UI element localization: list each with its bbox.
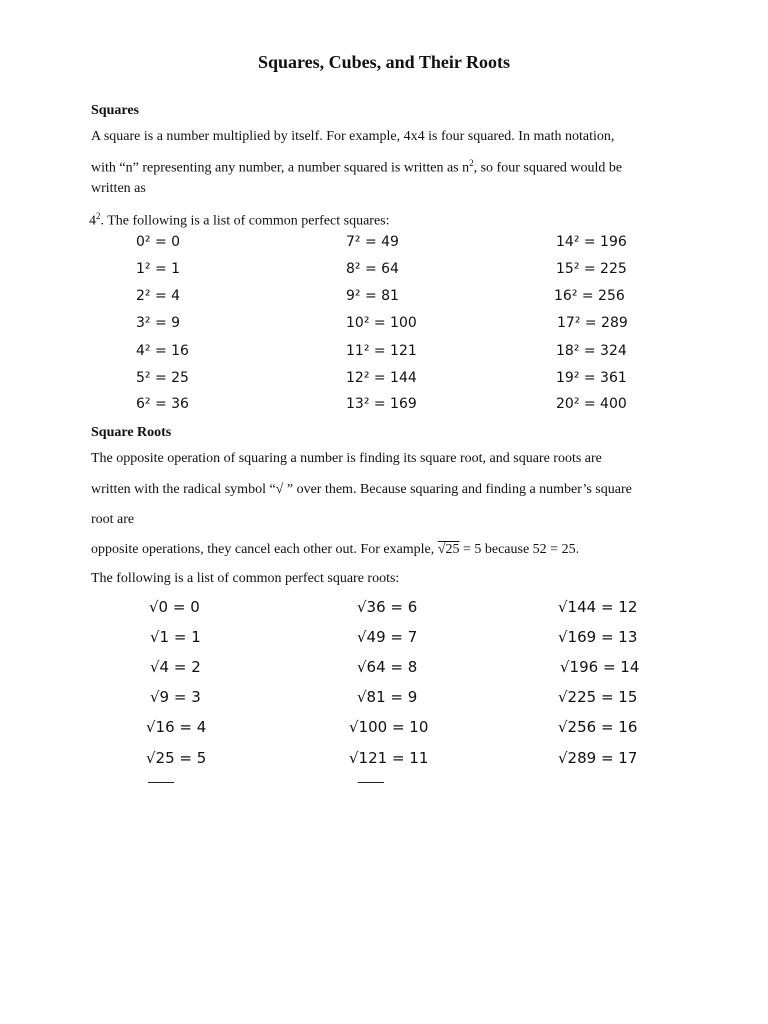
roots-paragraph-line-2: written with the radical symbol “√ ” over them. Because squaring and finding a number’s square xyxy=(91,482,632,497)
root-item: √64 = 8 xyxy=(357,658,418,676)
square-item: 10² = 100 xyxy=(346,315,417,331)
square-item: 5² = 25 xyxy=(136,370,189,386)
roots-paragraph-line-3: root are xyxy=(91,512,135,527)
square-item: 0² = 0 xyxy=(136,234,181,250)
roots-paragraph-line-4 xyxy=(91,537,579,563)
square-item: 16² = 256 xyxy=(554,288,625,304)
square-item: 3² = 9 xyxy=(136,315,181,331)
root-item: √169 = 13 xyxy=(558,628,638,646)
root-item: √4 = 2 xyxy=(150,658,201,676)
squares-paragraph-line-4 xyxy=(89,203,390,235)
root-item: √16 = 4 xyxy=(146,718,207,736)
root-item: √9 = 3 xyxy=(150,688,201,706)
root-item: √36 = 6 xyxy=(357,598,418,616)
square-item: 9² = 81 xyxy=(346,288,399,304)
squares-line-4-base: 4 xyxy=(89,213,96,229)
roots-paragraph-line-1: The opposite operation of squaring a number is finding its square root, and square roots are xyxy=(91,451,602,466)
square-item: 19² = 361 xyxy=(556,370,627,386)
squares-paragraph-line-1: A square is a number multiplied by itself. For example, 4x4 is four squared. In math notation, xyxy=(91,129,615,144)
roots-line-4-text-end: = 5 because 52 = 25. xyxy=(459,542,580,557)
squares-line-2-text-end: , so four squared would be xyxy=(473,160,623,176)
root-item: √121 = 11 xyxy=(349,749,429,767)
squares-line-2-superscript: 2 xyxy=(469,158,474,168)
square-item: 11² = 121 xyxy=(346,343,417,359)
square-item: 4² = 16 xyxy=(136,343,189,359)
squares-paragraph-line-3: written as xyxy=(91,181,146,196)
square-item: 6² = 36 xyxy=(136,396,189,412)
radical-example: √25 xyxy=(437,542,460,557)
root-item: √25 = 5 xyxy=(146,749,207,767)
square-item: 18² = 324 xyxy=(556,343,627,359)
root-item: √100 = 10 xyxy=(349,718,429,736)
square-item: 14² = 196 xyxy=(556,234,627,250)
root-item: √225 = 15 xyxy=(558,688,638,706)
root-item: √144 = 12 xyxy=(558,598,638,616)
page-title: Squares, Cubes, and Their Roots xyxy=(257,52,511,72)
squares-heading: Squares xyxy=(91,103,139,118)
squares-paragraph-line-2 xyxy=(91,150,622,182)
square-item: 15² = 225 xyxy=(556,261,627,277)
square-item: 1² = 1 xyxy=(136,261,181,277)
root-item: √256 = 16 xyxy=(558,718,638,736)
underline-mark xyxy=(148,782,174,783)
root-item: √81 = 9 xyxy=(357,688,418,706)
square-item: 13² = 169 xyxy=(346,396,417,412)
squares-line-4-superscript: 2 xyxy=(96,211,101,221)
root-item: √49 = 7 xyxy=(357,628,418,646)
root-item: √1 = 1 xyxy=(150,628,201,646)
squares-line-4-text: . The following is a list of common perfect squares: xyxy=(100,213,390,229)
roots-paragraph-line-5: The following is a list of common perfect square roots: xyxy=(91,571,400,586)
root-item: √196 = 14 xyxy=(560,658,640,676)
square-roots-heading: Square Roots xyxy=(91,425,172,440)
square-item: 20² = 400 xyxy=(556,396,627,412)
underline-mark xyxy=(358,782,384,783)
root-item: √0 = 0 xyxy=(149,598,200,616)
squares-line-2-text: with “n” representing any number, a number squared is written as n xyxy=(91,160,470,176)
square-item: 7² = 49 xyxy=(346,234,399,250)
root-item: √289 = 17 xyxy=(558,749,638,767)
roots-line-4-text: opposite operations, they cancel each other out. For example, xyxy=(91,542,438,557)
square-item: 17² = 289 xyxy=(557,315,628,331)
square-item: 8² = 64 xyxy=(346,261,399,277)
square-item: 12² = 144 xyxy=(346,370,417,386)
square-item: 2² = 4 xyxy=(136,288,181,304)
